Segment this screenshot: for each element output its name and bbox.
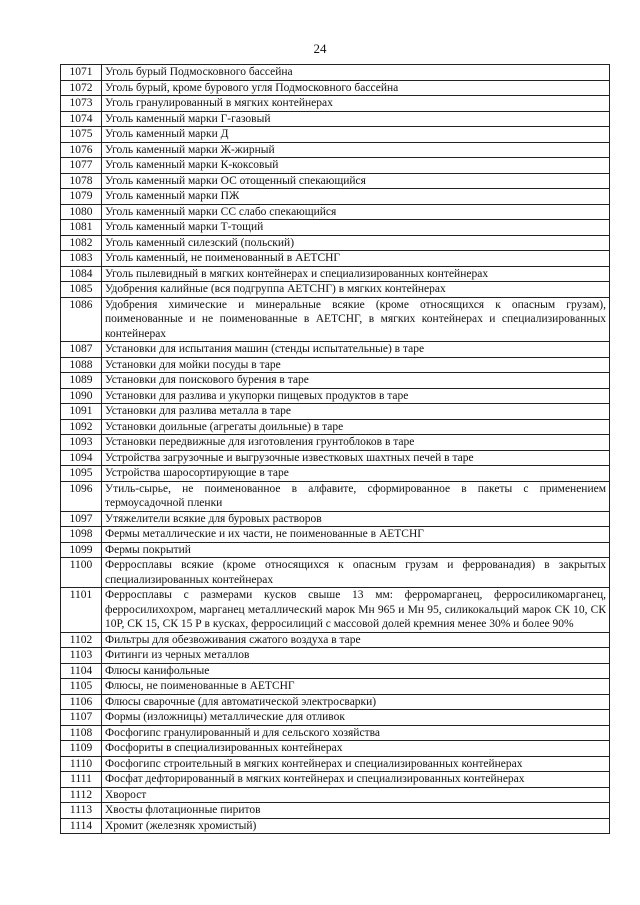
table-row [61, 481, 610, 511]
row-description: Уголь бурый Подмосковного бассейна [102, 65, 610, 81]
row-number: 1076 [61, 142, 102, 158]
table-row [61, 787, 610, 803]
row-number: 1087 [61, 342, 102, 358]
row-number: 1097 [61, 511, 102, 527]
row-number: 1112 [61, 787, 102, 803]
row-description: Уголь каменный, не поименованный в АЕТСНГ [102, 251, 610, 267]
table-row [61, 357, 610, 373]
table-row [61, 419, 610, 435]
row-description: Фосфат дефторированный в мягких контейнерах и специализированных контейнерах [102, 772, 610, 788]
row-number: 1077 [61, 158, 102, 174]
table-row [61, 435, 610, 451]
row-number: 1096 [61, 481, 102, 511]
row-number: 1091 [61, 404, 102, 420]
row-number: 1079 [61, 189, 102, 205]
row-number: 1073 [61, 96, 102, 112]
row-number: 1100 [61, 558, 102, 588]
table-row [61, 80, 610, 96]
row-number: 1072 [61, 80, 102, 96]
row-description: Хромит (железняк хромистый) [102, 818, 610, 834]
table-row [61, 220, 610, 236]
row-number: 1084 [61, 266, 102, 282]
table-row [61, 679, 610, 695]
row-number: 1075 [61, 127, 102, 143]
table-row [61, 466, 610, 482]
row-number: 1108 [61, 725, 102, 741]
row-description: Утиль-сырье, не поименованное в алфавите, сформированное в пакеты с применением термоусадочной пленки [102, 481, 610, 511]
row-description: Ферросплавы с размерами кусков свыше 13 мм: ферромарганец, ферросиликомарганец, ферросилихохром, марганец металлический марок Мн 965 и Мн 95, силикокальций марок СК 10, СК 10Р, СК 15, СК 15 Р в кусках, ферросилиций с массовой долей кремния менее 30% и более 90% [102, 588, 610, 633]
row-description: Уголь каменный марки К-коксовый [102, 158, 610, 174]
table-body [61, 65, 610, 834]
row-description: Хворост [102, 787, 610, 803]
table-row [61, 297, 610, 342]
row-number: 1088 [61, 357, 102, 373]
row-number: 1090 [61, 388, 102, 404]
table-row [61, 527, 610, 543]
row-number: 1098 [61, 527, 102, 543]
table-row [61, 558, 610, 588]
row-description: Утяжелители всякие для буровых растворов [102, 511, 610, 527]
row-number: 1101 [61, 588, 102, 633]
table-row [61, 342, 610, 358]
table-row [61, 251, 610, 267]
table-row [61, 803, 610, 819]
table-row [61, 756, 610, 772]
table-row [61, 588, 610, 633]
row-number: 1110 [61, 756, 102, 772]
row-number: 1102 [61, 632, 102, 648]
table-row [61, 772, 610, 788]
table-row [61, 189, 610, 205]
table-row [61, 142, 610, 158]
row-number: 1095 [61, 466, 102, 482]
row-description: Уголь каменный марки Т-тощий [102, 220, 610, 236]
cargo-items-table [60, 64, 610, 834]
row-number: 1114 [61, 818, 102, 834]
row-number: 1085 [61, 282, 102, 298]
row-number: 1071 [61, 65, 102, 81]
row-number: 1107 [61, 710, 102, 726]
row-number: 1109 [61, 741, 102, 757]
row-description: Устройства загрузочные и выгрузочные известковых шахтных печей в таре [102, 450, 610, 466]
row-number: 1094 [61, 450, 102, 466]
row-number: 1099 [61, 542, 102, 558]
table-row [61, 404, 610, 420]
row-description: Флюсы, не поименованные в АЕТСНГ [102, 679, 610, 695]
row-number: 1081 [61, 220, 102, 236]
row-description: Фосфогипс строительный в мягких контейнерах и специализированных контейнерах [102, 756, 610, 772]
row-number: 1078 [61, 173, 102, 189]
table-row [61, 741, 610, 757]
table-row [61, 818, 610, 834]
row-description: Ферросплавы всякие (кроме относящихся к опасным грузам и феррованадия) в закрытых специализированных контейнерах [102, 558, 610, 588]
row-description: Уголь каменный марки Ж-жирный [102, 142, 610, 158]
table-row [61, 632, 610, 648]
table-row [61, 158, 610, 174]
row-number: 1080 [61, 204, 102, 220]
row-description: Установки для разлива и укупорки пищевых продуктов в таре [102, 388, 610, 404]
row-number: 1086 [61, 297, 102, 342]
row-description: Удобрения калийные (вся подгруппа АЕТСНГ) в мягких контейнерах [102, 282, 610, 298]
row-number: 1104 [61, 663, 102, 679]
table-row [61, 648, 610, 664]
table-row [61, 127, 610, 143]
row-description: Устройства шаросортирующие в таре [102, 466, 610, 482]
table-row [61, 663, 610, 679]
table-row [61, 266, 610, 282]
table-row [61, 373, 610, 389]
table-row [61, 235, 610, 251]
row-description: Установки для поискового бурения в таре [102, 373, 610, 389]
row-description: Фермы покрытий [102, 542, 610, 558]
table-row [61, 65, 610, 81]
row-description: Фосфогипс гранулированный и для сельского хозяйства [102, 725, 610, 741]
table-row [61, 725, 610, 741]
row-description: Уголь каменный марки СС слабо спекающийся [102, 204, 610, 220]
row-description: Уголь каменный силезский (польский) [102, 235, 610, 251]
row-number: 1092 [61, 419, 102, 435]
row-number: 1083 [61, 251, 102, 267]
row-description: Уголь каменный марки ОС отощенный спекающийся [102, 173, 610, 189]
table-row [61, 511, 610, 527]
row-description: Уголь каменный марки Г-газовый [102, 111, 610, 127]
page-number: 24 [313, 41, 327, 56]
row-description: Установки доильные (агрегаты доильные) в таре [102, 419, 610, 435]
table-row [61, 282, 610, 298]
row-number: 1111 [61, 772, 102, 788]
row-description: Установки передвижные для изготовления грунтоблоков в таре [102, 435, 610, 451]
row-description: Уголь пылевидный в мягких контейнерах и специализированных контейнерах [102, 266, 610, 282]
row-description: Установки для испытания машин (стенды испытательные) в таре [102, 342, 610, 358]
row-description: Уголь бурый, кроме бурового угля Подмосковного бассейна [102, 80, 610, 96]
row-description: Уголь каменный марки Д [102, 127, 610, 143]
row-number: 1103 [61, 648, 102, 664]
row-description: Хвосты флотационные пиритов [102, 803, 610, 819]
row-description: Флюсы канифольные [102, 663, 610, 679]
row-number: 1082 [61, 235, 102, 251]
row-description: Фермы металлические и их части, не поименованные в АЕТСНГ [102, 527, 610, 543]
table-row [61, 694, 610, 710]
row-number: 1106 [61, 694, 102, 710]
row-description: Установки для разлива металла в таре [102, 404, 610, 420]
row-description: Установки для мойки посуды в таре [102, 357, 610, 373]
row-number: 1113 [61, 803, 102, 819]
table-row [61, 111, 610, 127]
row-number: 1089 [61, 373, 102, 389]
table-row [61, 388, 610, 404]
table-row [61, 173, 610, 189]
row-number: 1105 [61, 679, 102, 695]
table-row [61, 96, 610, 112]
table-row [61, 710, 610, 726]
row-description: Фильтры для обезвоживания сжатого воздуха в таре [102, 632, 610, 648]
table-row [61, 450, 610, 466]
row-description: Удобрения химические и минеральные всякие (кроме относящихся к опасным грузам), поименованные и не поименованные в АЕТСНГ, в мягких контейнерах и специализированных контейнерах [102, 297, 610, 342]
row-description: Формы (изложницы) металлические для отливок [102, 710, 610, 726]
table-row [61, 204, 610, 220]
table-row [61, 542, 610, 558]
row-description: Уголь гранулированный в мягких контейнерах [102, 96, 610, 112]
row-number: 1074 [61, 111, 102, 127]
row-description: Уголь каменный марки ПЖ [102, 189, 610, 205]
row-description: Флюсы сварочные (для автоматической электросварки) [102, 694, 610, 710]
row-description: Фитинги из черных металлов [102, 648, 610, 664]
row-number: 1093 [61, 435, 102, 451]
row-description: Фосфориты в специализированных контейнерах [102, 741, 610, 757]
